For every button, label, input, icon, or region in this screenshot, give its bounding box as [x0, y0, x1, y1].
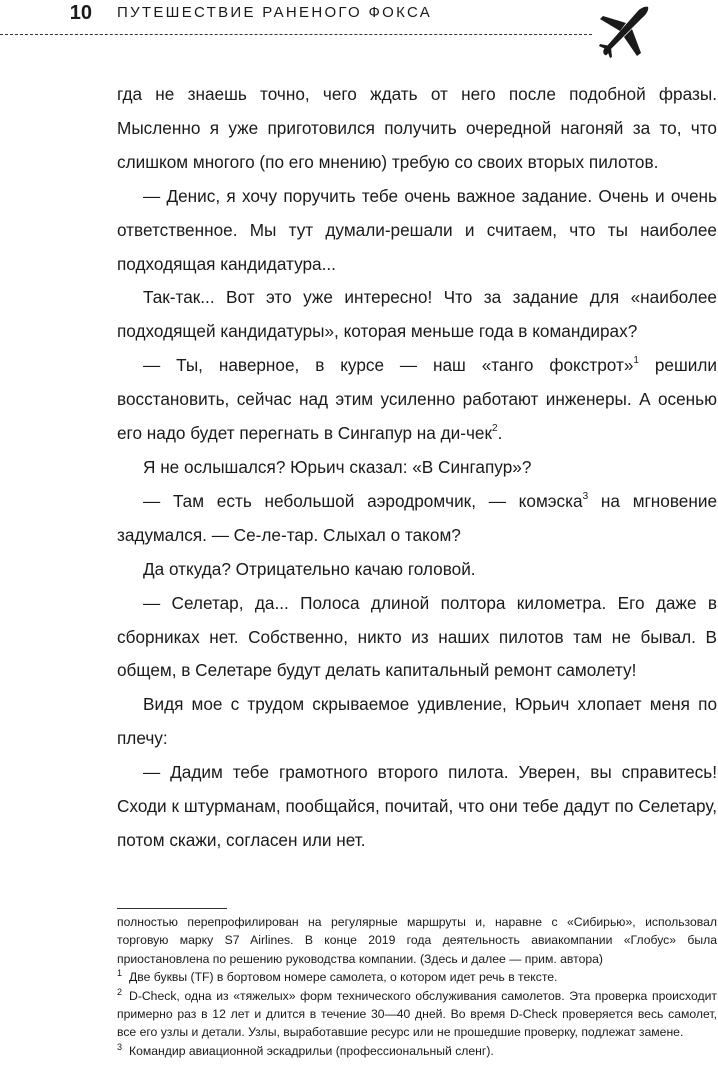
paragraph: Так-так... Вот это уже интересно! Что за задание для «наиболее подходящей кандидатуры», которая меньше года в командирах?: [117, 287, 717, 342]
footnote-ref: 1: [633, 355, 639, 367]
footnote-text: D-Check, одна из «тяжелых» форм технического обслуживания самолетов. Эта проверка происходит примерно раз в 12 лет и длится в течение 30—40 дней. Во время D-Check проверяется весь самолет, все его узлы и детали. Узлы, выработавшие ресурс или не прошедшие проверку, подлежат замене.: [117, 988, 717, 1040]
main-text: [117, 78, 717, 858]
footnote-ref: 3: [582, 490, 589, 502]
paragraph-text: — Ты, наверное, в курсе — наш «танго фокстрот»: [143, 355, 634, 376]
footnote-item: [117, 987, 717, 1042]
paragraph-text: .: [497, 423, 503, 444]
footnote-mark: 3: [117, 1041, 123, 1052]
paragraph: гда не знаешь точно, чего ждать от него после подобной фразы. Мысленно я уже приготовился получить очередной нагоняй за то, что слишком многого (по его мнению) требую со своих вторых пилотов.: [117, 84, 717, 172]
footnote-text: Две буквы (TF) в бортовом номере самолета, о котором идет речь в тексте.: [129, 970, 558, 985]
paragraph: — Денис, я хочу поручить тебе очень важное задание. Очень и очень ответственное. Мы тут думали-решали и считаем, что ты наиболее подходящая кандидатура...: [117, 185, 717, 274]
paragraph-text: — Там есть небольшой аэродромчик, — комэска: [143, 490, 583, 511]
page-number: 10: [69, 2, 92, 24]
paragraph-text: решили восстановить, сейчас над этим усиленно работают инженеры. А осенью его надо будет перегнать в Сингапур на ди-чек: [117, 355, 717, 444]
paragraph: Я не ослышался? Юрьич сказал: «В Сингапур»?: [143, 456, 532, 477]
paragraph: — Селетар, да... Полоса длиной полтора километра. Его даже в сборниках нет. Собственно, никто из наших пилотов там не бывал. В общем, в Селетаре будут делать капитальный ремонт самолету!: [117, 592, 717, 681]
footnote-item: [117, 1042, 717, 1060]
footnote-item: [117, 968, 717, 986]
footnote-rule: [117, 908, 227, 909]
footnote-mark: 1: [117, 968, 123, 979]
running-title: ПУТЕШЕСТВИЕ РАНЕНОГО ФОКСА: [117, 4, 433, 21]
footnote-text: Командир авиационной эскадрильи (профессиональный сленг).: [129, 1043, 494, 1058]
paragraph: [117, 485, 717, 553]
header-rule: [0, 34, 592, 35]
footnotes: [117, 913, 717, 1060]
paragraph: — Дадим тебе грамотного второго пилота. Уверен, вы справитесь! Сходи к штурманам, пообщайся, почитай, что они тебе дадут по Селетару, потом скажи, согласен или нет.: [117, 762, 717, 850]
footnote-mark: 2: [117, 986, 123, 997]
paragraph: Видя мое с трудом скрываемое удивление, Юрьич хлопает меня по плечу:: [117, 694, 717, 749]
footnote-ref: 2: [492, 423, 498, 435]
paragraph: [117, 349, 717, 451]
paragraph-text: на мгновение задумался. — Се-ле-тар. Слыхал о таком?: [117, 490, 717, 545]
footnote-continued: полностью перепрофилирован на регулярные маршруты и, наравне с «Сибирью», использовал торговую марку S7 Airlines. В конце 2019 года деятельность авиакомпании «Глобус» была приостановлена по решению руководства компании. (Здесь и далее — прим. автора): [117, 915, 717, 966]
paragraph: Да откуда? Отрицательно качаю головой.: [143, 558, 476, 579]
airplane-icon: [596, 4, 650, 60]
